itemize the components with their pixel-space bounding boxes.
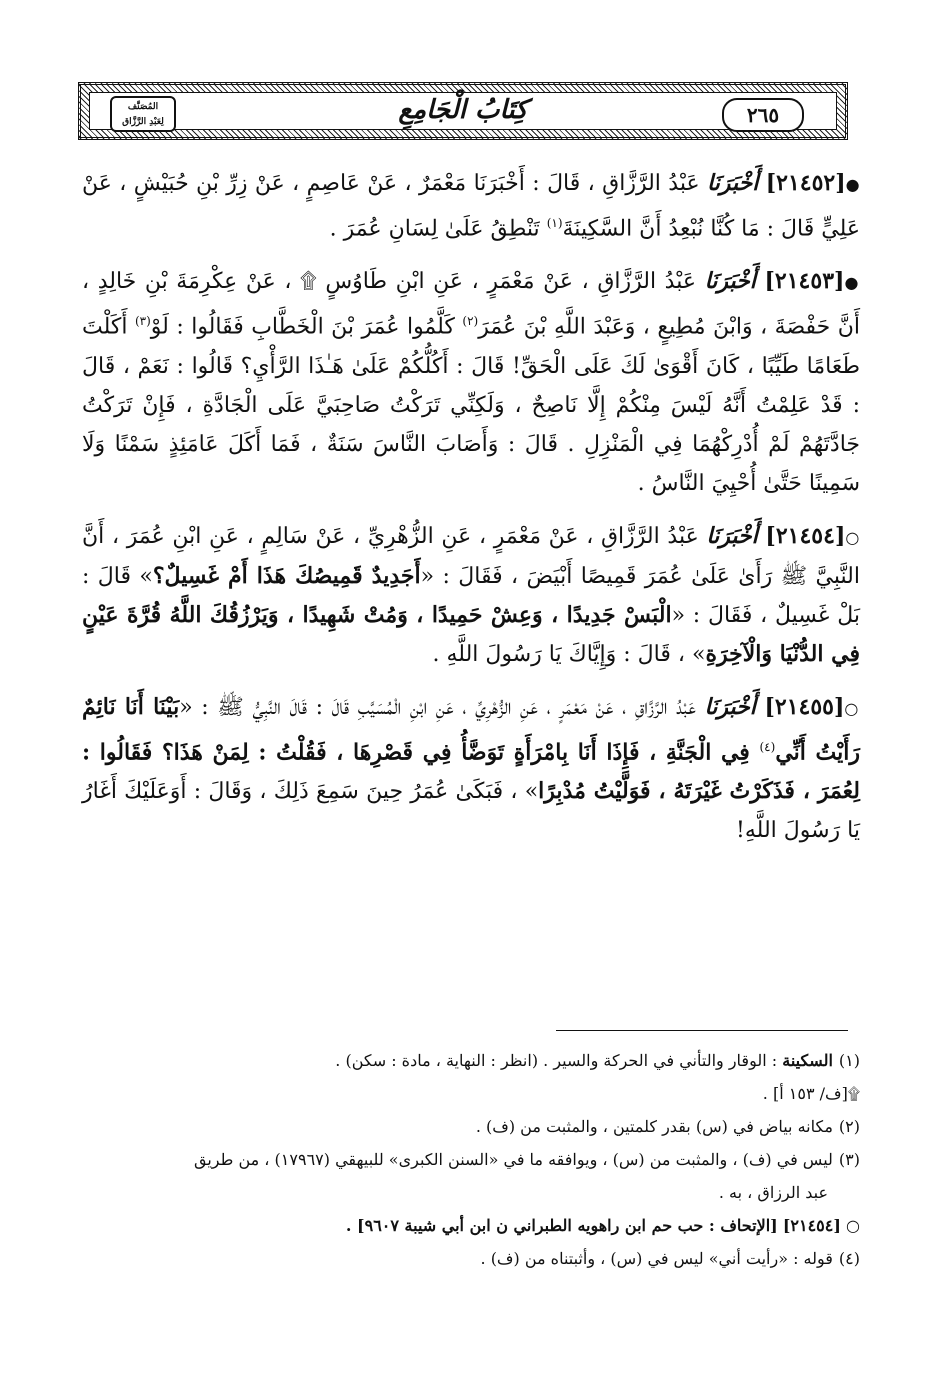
footnote-ref: (٤) xyxy=(759,739,776,754)
book-title: كِتَابُ الْجَامِعِ xyxy=(398,95,528,125)
footnote-1: (١)السكينة : الوقار والتأني في الحركة والسير . (انظر : النهاية ، مادة : سكن) . xyxy=(335,1051,860,1070)
footnote-3-continued: عبد الرزاق ، به . xyxy=(718,1183,828,1202)
hadith-text: عَبْدُ الرَّزَّاقِ ، عَنْ مَعْمَرٍ ، عَنِ الزُّهْرِيِّ ، عَنِ ابْنِ الْمُسَيَّبِ قَالَ : قَالَ النَّبِيُّ ﷺ : « xyxy=(179,694,705,720)
header-frame xyxy=(89,92,837,130)
transmission-lead: أَخْبَرَنَا xyxy=(704,693,756,720)
hadith-text: » قَالَ : بَلْ غَسِيلٌ ، فَقَالَ : « xyxy=(82,563,860,628)
prophetic-quote: أَجَدِيدٌ قَمِيصُكَ هَذَا أَمْ غَسِيلٌ؟ xyxy=(152,562,421,589)
logo-line-1: المُصَنَّف xyxy=(127,102,159,112)
footnote-4: (٤)قوله : «رأيت أني» ليس في (س) ، وأثبتناه من (ف) . xyxy=(480,1249,860,1268)
hadith-text: عَبْدُ الرَّزَّاقِ ، عَنْ مَعْمَرٍ ، عَنِ الزُّهْرِيِّ ، عَنْ سَالِمٍ ، عَنِ ابْنِ عُمَرَ ، أَنَّ النَّبِيَّ ﷺ رَأَىٰ عَلَىٰ عُمَرَ قَمِيصًا أَبْيَضَ ، فَقَالَ : « xyxy=(82,523,860,589)
footnote-ref: (١) xyxy=(546,216,563,230)
hadith-number: [٢١٤٥٢] xyxy=(765,170,846,196)
hadith-number: [٢١٤٥٤] xyxy=(765,522,846,549)
hadith-text: عَبْدُ الرَّزَّاقِ ، عَنْ مَعْمَرٍ ، عَنِ ابْنِ طَاوُسٍ ۩ ، عَنْ عِكْرِمَةَ بْنِ خَالِدٍ ، أَنَّ حَفْصَةَ ، وَابْنَ مُطِيعٍ ، وَعَبْدَ اللَّهِ بْنَ عُمَرَ xyxy=(82,269,861,340)
footnote-2: (٢)مكانه بياض في (س) بقدر كلمتين ، والمثبت من (ف) . xyxy=(475,1117,860,1136)
transmission-lead: أَخْبَرَنَا xyxy=(706,522,758,549)
hadith-marker: ○ xyxy=(845,527,861,547)
footnote-folio: ۩[ف/ ١٥٣ أ] . xyxy=(762,1084,860,1103)
page-number: ٢٦٥ xyxy=(722,98,804,132)
hadith-number: [٢١٤٥٥] xyxy=(764,693,845,720)
main-text xyxy=(82,164,860,864)
hadith-text: تَنْطِقُ عَلَىٰ لِسَانِ عُمَرَ . xyxy=(329,216,547,242)
page-header xyxy=(78,82,848,140)
footnote-divider xyxy=(556,1030,848,1031)
hadith-number: [٢١٤٥٣] xyxy=(764,268,845,295)
footnote-ref: (٢) xyxy=(462,314,479,329)
hadith xyxy=(82,688,860,850)
footnote-ref: (٣) xyxy=(134,314,151,329)
hadith xyxy=(82,517,860,674)
footnote-3: (٣)ليس في (ف) ، والمثبت من (س) ، ويوافقه ما في «السنن الكبرى» للبيهقي (١٧٩٦٧) ، من طريق xyxy=(194,1150,860,1169)
book-logo xyxy=(110,96,176,132)
transmission-lead: أَخْبَرَنَا xyxy=(706,170,759,196)
footnotes xyxy=(82,1044,860,1275)
hadith-text: أَكَلْتَ طَعَامًا طَيِّبًا ، كَانَ أَقْوَىٰ لَكَ عَلَى الْحَقِّ! قَالَ : أَكُلُّكُمْ عَلَىٰ هَـٰذَا الرَّأْيِ؟ قَالُوا : نَعَمْ ، قَالَ : قَدْ عَلِمْتُ أَنَّهُ لَيْسَ مِنْكُمْ إِلَّا نَاصِحٌ ، وَلَكِنِّي تَرَكْتُ صَاحِبَيَّ عَلَى الْجَادَّةِ ، فَإِنْ تَرَكْتُ جَادَّتَهُمْ لَمْ أُدْرِكْهُمَا فِي الْمَنْزِلِ . قَالَ : وَأَصَابَ النَّاسَ سَنَةٌ ، فَمَا أَكَلَ عَامَئِذٍ سَمْنًا وَلَا سَمِينًا حَتَّىٰ أُحْيِيَ النَّاسُ . xyxy=(82,314,860,496)
hadith-text: » ، فَبَكَىٰ عُمَرُ حِينَ سَمِعَ ذَلِكَ ، وَقَالَ : أَوَعَلَيْكَ أَغَارُ يَا رَسُولَ اللَّهِ! xyxy=(82,778,860,843)
prophetic-quote: الْبَسْ جَدِيدًا ، وَعِشْ حَمِيدًا ، وَمُتْ شَهِيدًا ، وَيَرْزُقُكَ اللَّهُ قُرَّةَ عَيْنٍ فِي الدُّنْيَا وَالْآخِرَةِ xyxy=(82,601,860,667)
hadith-marker: ● xyxy=(845,175,860,194)
hadith-marker: ○ xyxy=(844,698,861,718)
hadith-marker: ● xyxy=(844,273,860,293)
transmission-lead: أَخْبَرَنَا xyxy=(704,268,756,295)
logo-line-2: لِعَبْدِ الرَّزَّاق xyxy=(122,117,164,127)
hadith xyxy=(82,164,860,248)
prophetic-quote: بَيْنَا أَنَا نَائِمٌ رَأَيْتُ أَنِّي xyxy=(82,693,860,765)
prophetic-quote: فِي الْجَنَّةِ ، فَإِذَا أَنَا بِامْرَأَةٍ تَوَضَّأُ فِي قَصْرِهَا ، فَقُلْتُ : لِمَنْ هَذَا؟ فَقَالُوا : لِعُمَرَ ، فَذَكَرْتُ غَيْرَتَهُ ، فَوَلَّيْتُ مُدْبِرًا xyxy=(82,738,860,804)
footnote-term: السكينة xyxy=(782,1051,833,1070)
hadith-text: » ، قَالَ : وَإِيَّاكَ يَا رَسُولَ اللَّهِ . xyxy=(432,641,706,667)
hadith xyxy=(82,262,860,502)
hadith-text: كَلَّمُوا عُمَرَ بْنَ الْخَطَّابِ فَقَالُوا : لَوْ xyxy=(150,314,463,340)
ithaf-note: ○ [٢١٤٥٤] [الإتحاف : حب حم ابن راهويه الطبراني ن ابن أبي شيبة ٩٦٠٧] . xyxy=(345,1216,860,1235)
hadith-text: عَبْدُ الرَّزَّاقِ ، قَالَ : أَخْبَرَنَا مَعْمَرٌ ، عَنْ عَاصِمٍ ، عَنْ زِرِّ بْنِ حُبَيْشٍ ، عَنْ عَلِيٍّ قَالَ : مَا كُنَّا نُبْعِدُ أَنَّ السَّكِينَةَ xyxy=(82,171,860,242)
